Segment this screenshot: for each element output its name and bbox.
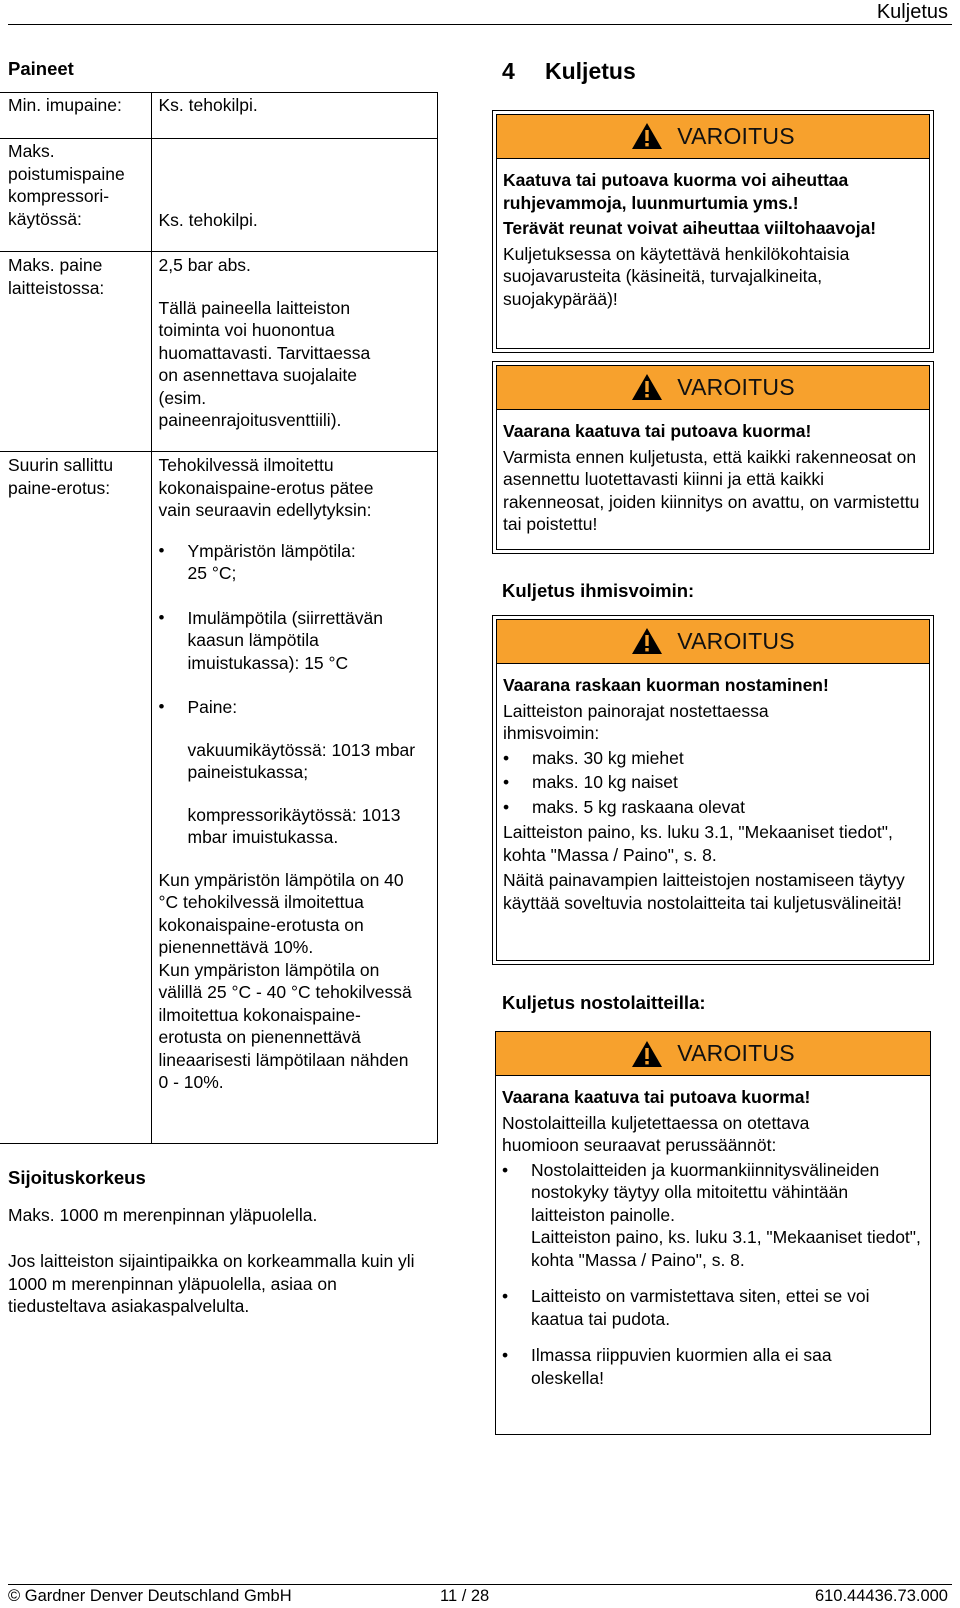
- pressure-spec-table: [0, 92, 438, 1144]
- warning-hazard: Terävät reunat voivat aiheuttaa viiltohaavoja!: [503, 218, 877, 238]
- warning-text: Kuljetuksessa on käytettävä henkilökohtaisia suojavarusteita (käsineitä, turvajalkineita, suojakypärää)!: [503, 243, 850, 309]
- warning-triangle-icon: [631, 373, 663, 401]
- row-label: Maks. paine laitteistossa:: [8, 255, 105, 298]
- footer-company: © Gardner Denver Deutschland GmbH: [8, 1587, 292, 1605]
- footer-page-number: 11 / 28: [440, 1587, 490, 1605]
- warning-hazard: Vaarana raskaan kuorman nostaminen!: [503, 675, 829, 695]
- warning-text: Näitä painavampien laitteistojen nostamiseen täytyy käyttää soveltuvia nostolaitteita tai kuljetusvälineitä!: [503, 870, 905, 913]
- list-item: • Paine:: [159, 696, 399, 719]
- altitude-text: Maks. 1000 m merenpinnan yläpuolella.: [8, 1205, 318, 1225]
- warning-box: [492, 361, 934, 554]
- warning-hazard: Vaarana kaatuva tai putoava kuorma!: [503, 421, 812, 441]
- table-row: [0, 93, 438, 139]
- footer-doc-number: 610.44436.73.000: [814, 1587, 948, 1605]
- page-header-title: Kuljetus: [876, 1, 948, 23]
- compressor-condition: kompressorikäytössä: 1013 mbar imuistukassa.: [187, 804, 401, 847]
- warning-text: Laitteiston painorajat nostettaessa ihmisvoimin:: [503, 700, 769, 743]
- warning-header: [496, 365, 930, 410]
- warning-label: VAROITUS: [677, 627, 795, 654]
- list-item: • maks. 10 kg naiset: [503, 771, 925, 794]
- warning-header: [496, 619, 930, 664]
- warning-text: Nostolaitteilla kuljetettaessa on otettava huomioon seuraavat perussäännöt:: [502, 1112, 810, 1155]
- warning-header: [496, 114, 930, 159]
- warning-body: [493, 410, 933, 545]
- pressures-heading: Paineet: [8, 58, 74, 79]
- warning-header: [495, 1031, 931, 1076]
- warning-box: [492, 110, 934, 353]
- warning-triangle-icon: [631, 1040, 663, 1068]
- row-value: Ks. tehokilpi.: [158, 95, 258, 115]
- warning-text: Varmista ennen kuljetusta, että kaikki rakenneosat on asennettu luotettavasti kiinni ja että kaikki rakenneosat, joiden kiinnitys on avattu, on varmistettu tai poistettu!: [503, 446, 920, 534]
- weight-limits-list: [503, 747, 925, 819]
- list-item: • maks. 5 kg raskaana olevat: [503, 796, 925, 819]
- conditions-list: [159, 540, 399, 719]
- warning-hazard: Vaarana kaatuva tai putoava kuorma!: [502, 1087, 811, 1107]
- warning-label: VAROITUS: [677, 122, 795, 149]
- row-label: Maks. poistumispaine kompressori-käytössä:: [8, 141, 125, 229]
- warning-box: [492, 615, 934, 965]
- crane-transport-heading: Kuljetus nostolaitteilla:: [502, 992, 706, 1013]
- chapter-heading: [502, 56, 636, 86]
- row-value: Ks. tehokilpi.: [158, 209, 258, 230]
- warning-hazard: Kaatuva tai putoava kuorma voi aiheuttaa ruhjevammoja, luunmurtumia yms.!: [503, 170, 849, 213]
- warning-box: [492, 1028, 934, 1438]
- warning-triangle-icon: [631, 122, 663, 150]
- header-rule: [8, 24, 952, 25]
- row-note: Tällä paineella laitteiston toiminta voi huonontua huomattavasti. Tarvittaessa on asennettava suojalaite (esim. paineenrajoitusventtiili).: [158, 297, 371, 430]
- temperature-note-40: Kun ympäristön lämpötila on 40 °C tehokilvessä ilmoitettua kokonaispaine-erotusta on pienennettävä 10%.: [158, 869, 404, 957]
- table-row: [0, 452, 438, 1144]
- chapter-title: Kuljetus: [545, 58, 636, 84]
- vacuum-condition: vakuumikäytössä: 1013 mbar paineistukassa;: [187, 739, 416, 782]
- warning-body: [493, 664, 933, 923]
- row-intro: Tehokilvessä ilmoitettu kokonaispaine-erotus pätee vain seuraavin edellytyksin:: [158, 455, 374, 520]
- lifting-rules-list: [502, 1159, 926, 1390]
- manual-transport-heading: Kuljetus ihmisvoimin:: [502, 580, 695, 601]
- warning-label: VAROITUS: [677, 373, 795, 400]
- warning-body: [493, 159, 933, 319]
- list-item: • Imulämpötila (siirrettävän kaasun lämpötila imuistukassa): 15 °C: [159, 607, 399, 675]
- altitude-heading: Sijoituskorkeus: [8, 1167, 146, 1188]
- warning-text: Laitteiston paino, ks. luku 3.1, "Mekaaniset tiedot", kohta "Massa / Paino", s. 8.: [503, 822, 893, 865]
- list-item: • Laitteisto on varmistettava siten, ettei se voi kaatua tai pudota.: [502, 1285, 926, 1330]
- list-item: • maks. 30 kg miehet: [503, 747, 925, 770]
- list-item: • Ilmassa riippuvien kuormien alla ei saa oleskella!: [502, 1344, 882, 1389]
- row-label: Suurin sallittu paine-erotus:: [8, 455, 114, 498]
- warning-body: [492, 1076, 934, 1398]
- warning-label: VAROITUS: [677, 1040, 795, 1067]
- row-value: 2,5 bar abs.: [158, 255, 251, 275]
- temperature-note-range: Kun ympäriston lämpötila on välillä 25 °C - 40 °C tehokilvessä ilmoitettua kokonaispaine-erotusta on pienennettävä lineaarisesti lämpötilaan nähden 0 - 10%.: [158, 959, 412, 1092]
- footer-rule: [8, 1584, 952, 1585]
- chapter-number: 4: [502, 58, 515, 84]
- table-row: [0, 139, 438, 252]
- list-item: • Nostolaitteiden ja kuormankiinnitysvälineiden nostokyky täytyy olla mitoitettu vähintään laitteiston painolle. Laitteiston paino, ks. luku 3.1, "Mekaaniset tiedot", kohta "Massa / Paino", s. 8.: [502, 1159, 926, 1272]
- row-label: Min. imupaine:: [8, 95, 122, 115]
- table-row: [0, 252, 438, 452]
- list-item: • Ympäristön lämpötila: 25 °C;: [159, 540, 399, 585]
- warning-triangle-icon: [631, 627, 663, 655]
- altitude-note: Jos laitteiston sijaintipaikka on korkeammalla kuin yli 1000 m merenpinnan yläpuolella, asiaa on tiedusteltava asiakaspalvelulta.: [8, 1251, 415, 1316]
